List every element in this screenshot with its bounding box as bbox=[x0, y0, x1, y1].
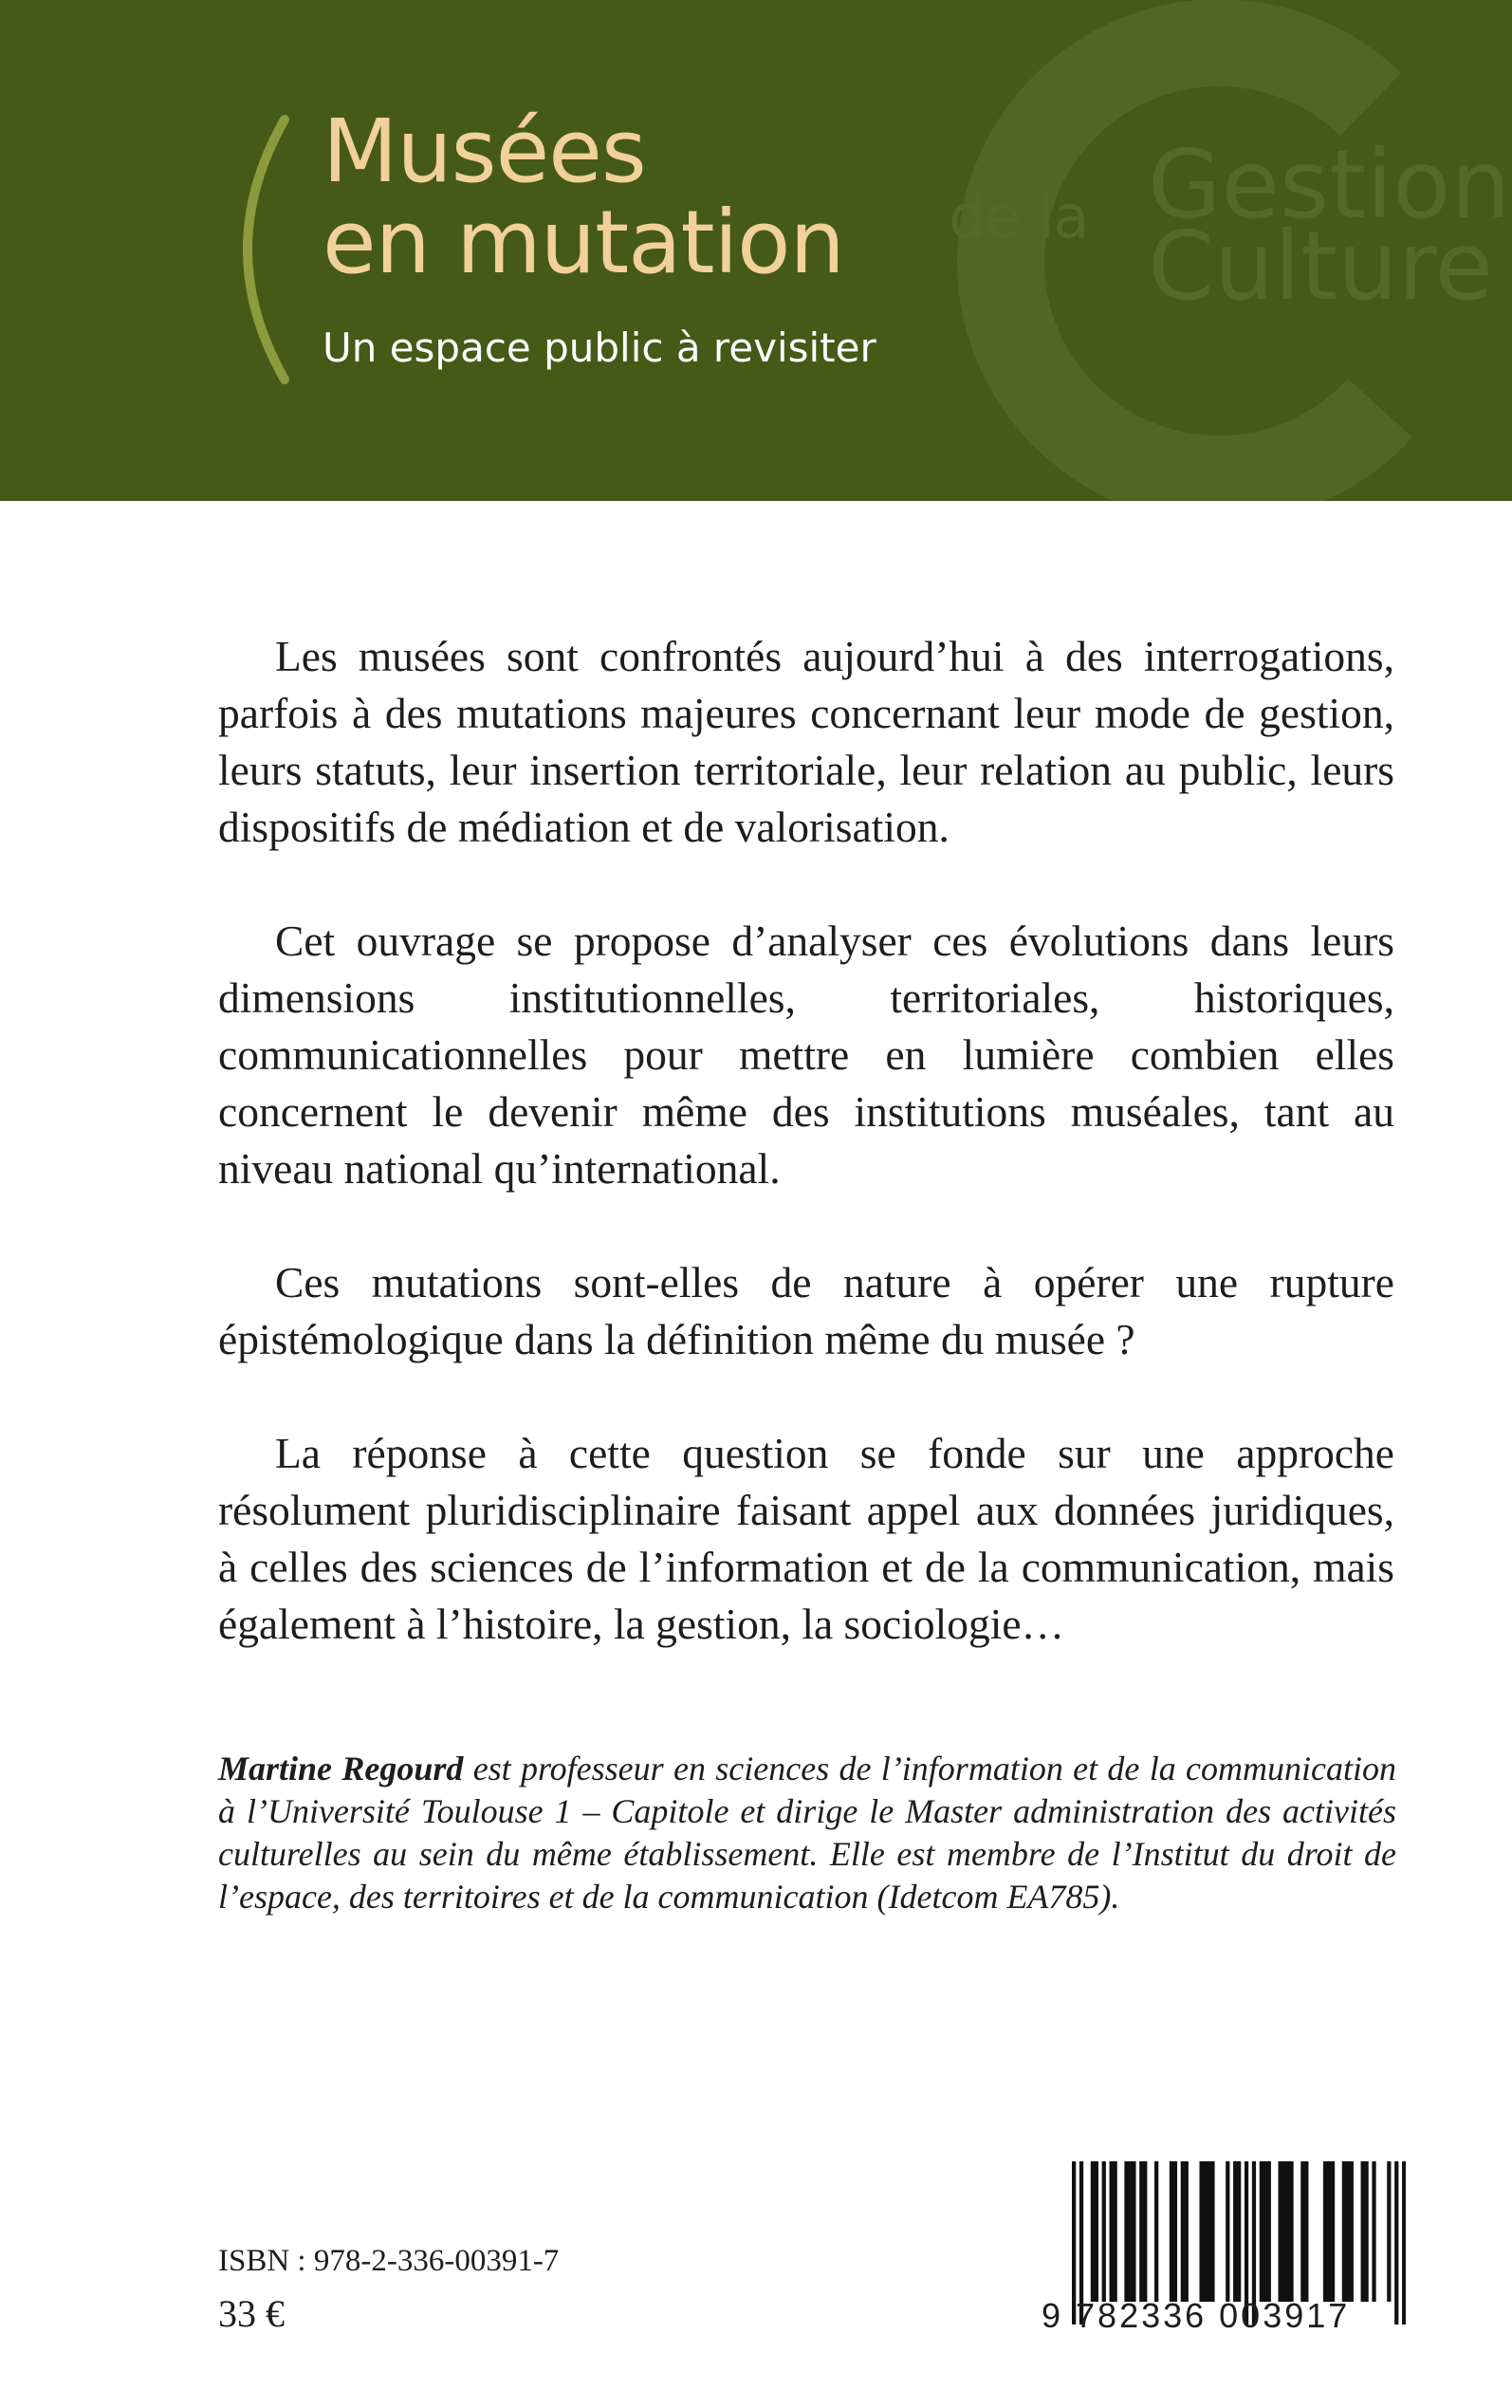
barcode-bar bbox=[1372, 2161, 1375, 2302]
barcode-bar bbox=[1139, 2161, 1143, 2302]
barcode-bar bbox=[1300, 2161, 1304, 2302]
barcode-bar bbox=[1203, 2161, 1207, 2302]
barcode-bar bbox=[1233, 2161, 1237, 2302]
barcode-bar bbox=[1323, 2161, 1327, 2302]
open-parenthesis-icon bbox=[209, 112, 304, 387]
barcode-bar bbox=[1331, 2161, 1335, 2302]
isbn: ISBN : 978-2-336-00391-7 bbox=[218, 2244, 560, 2278]
barcode-bar bbox=[1350, 2161, 1354, 2302]
barcode-bar bbox=[1124, 2161, 1128, 2302]
barcode-bar bbox=[1207, 2161, 1210, 2302]
barcode-bar bbox=[1143, 2161, 1147, 2302]
book-title-line2: en mutation bbox=[323, 192, 844, 293]
barcode-bar bbox=[1267, 2161, 1271, 2302]
barcode-digits: 9 782336 003917 bbox=[1042, 2296, 1351, 2335]
barcode-bar bbox=[1304, 2161, 1308, 2302]
price: 33 € bbox=[218, 2292, 285, 2335]
cover-header bbox=[0, 0, 1512, 501]
barcode-bar bbox=[1091, 2161, 1095, 2302]
barcode-bar bbox=[1387, 2161, 1391, 2302]
barcode-bar bbox=[1170, 2161, 1173, 2302]
barcode-bar bbox=[1237, 2161, 1241, 2302]
barcode-bar bbox=[1346, 2161, 1350, 2302]
barcode-bar bbox=[1327, 2161, 1331, 2302]
paragraph-3: Ces mutations sont-elles de nature à opérer une rupture épistémologique dans la définition même du musée ? bbox=[218, 1258, 1394, 1363]
paragraph-4: La réponse à cette question se fonde sur une approche résolument pluridisciplinaire faisant appel aux données juridiques, à celles des sciences de l’information et de la communication, mais également à l’histoire, la gestion, la sociologie… bbox=[218, 1429, 1394, 1648]
series-word-gestion: Gestion bbox=[1148, 129, 1511, 240]
paragraph-1: Les musées sont confrontés aujourd’hui à des interrogations, parfois à des mutations majeures concernant leur mode de gestion, leurs statuts, leur insertion territoriale, leur relation au public, leurs dispositifs de médiation et de valorisation. bbox=[218, 632, 1394, 851]
barcode-bar bbox=[1342, 2161, 1346, 2302]
barcode-bar bbox=[1263, 2161, 1267, 2302]
author-bio bbox=[218, 1748, 1396, 1918]
back-cover-text bbox=[218, 628, 1394, 1710]
paragraph-2: Cet ouvrage se propose d’analyser ces évolutions dans leurs dimensions institutionnelles, territoriales, historiques, communicationnelles pour mettre en lumière combien elles concernent le devenir même des institutions muséales, tant au niveau national qu’international. bbox=[218, 917, 1394, 1193]
barcode-bar bbox=[1285, 2161, 1289, 2302]
barcode-bar bbox=[1199, 2161, 1203, 2302]
barcode-bar bbox=[1226, 2161, 1229, 2302]
barcode-bar bbox=[1154, 2161, 1158, 2302]
barcode-bar bbox=[1128, 2161, 1132, 2302]
author-name: Martine Regourd bbox=[218, 1750, 464, 1787]
author-bio-text: est professeur en sciences de l’information et de la communication à l’Université Toulouse 1 – Capitole et dirige le Master administration des activités culturelles au sein du même établissement. Elle est membre de l’Institut du droit de l’espace, des territoires et de la communication (Idetcom EA785). bbox=[218, 1750, 1396, 1916]
barcode-bar bbox=[1289, 2161, 1293, 2302]
barcode-bar bbox=[1110, 2161, 1114, 2302]
book-title bbox=[323, 101, 844, 293]
book-title-line1: Musées bbox=[323, 101, 646, 202]
barcode-bar bbox=[1095, 2161, 1098, 2302]
barcode-bar bbox=[1361, 2161, 1365, 2302]
barcode-bar bbox=[1114, 2161, 1117, 2302]
barcode-bar bbox=[1260, 2161, 1263, 2302]
barcode-bar bbox=[1282, 2161, 1285, 2302]
barcode-bar bbox=[1132, 2161, 1135, 2302]
barcode-bar bbox=[1185, 2161, 1189, 2302]
barcode-bar bbox=[1173, 2161, 1177, 2302]
series-prefix: de la bbox=[949, 182, 1089, 251]
barcode-bar bbox=[1210, 2161, 1214, 2302]
series-word-culture: Culture bbox=[1148, 211, 1494, 322]
barcode-bar bbox=[1279, 2161, 1282, 2302]
barcode-bar bbox=[1181, 2161, 1185, 2302]
book-subtitle: Un espace public à revisiter bbox=[323, 324, 876, 371]
barcode-bar bbox=[1102, 2161, 1106, 2302]
barcode-bar bbox=[1364, 2161, 1368, 2302]
